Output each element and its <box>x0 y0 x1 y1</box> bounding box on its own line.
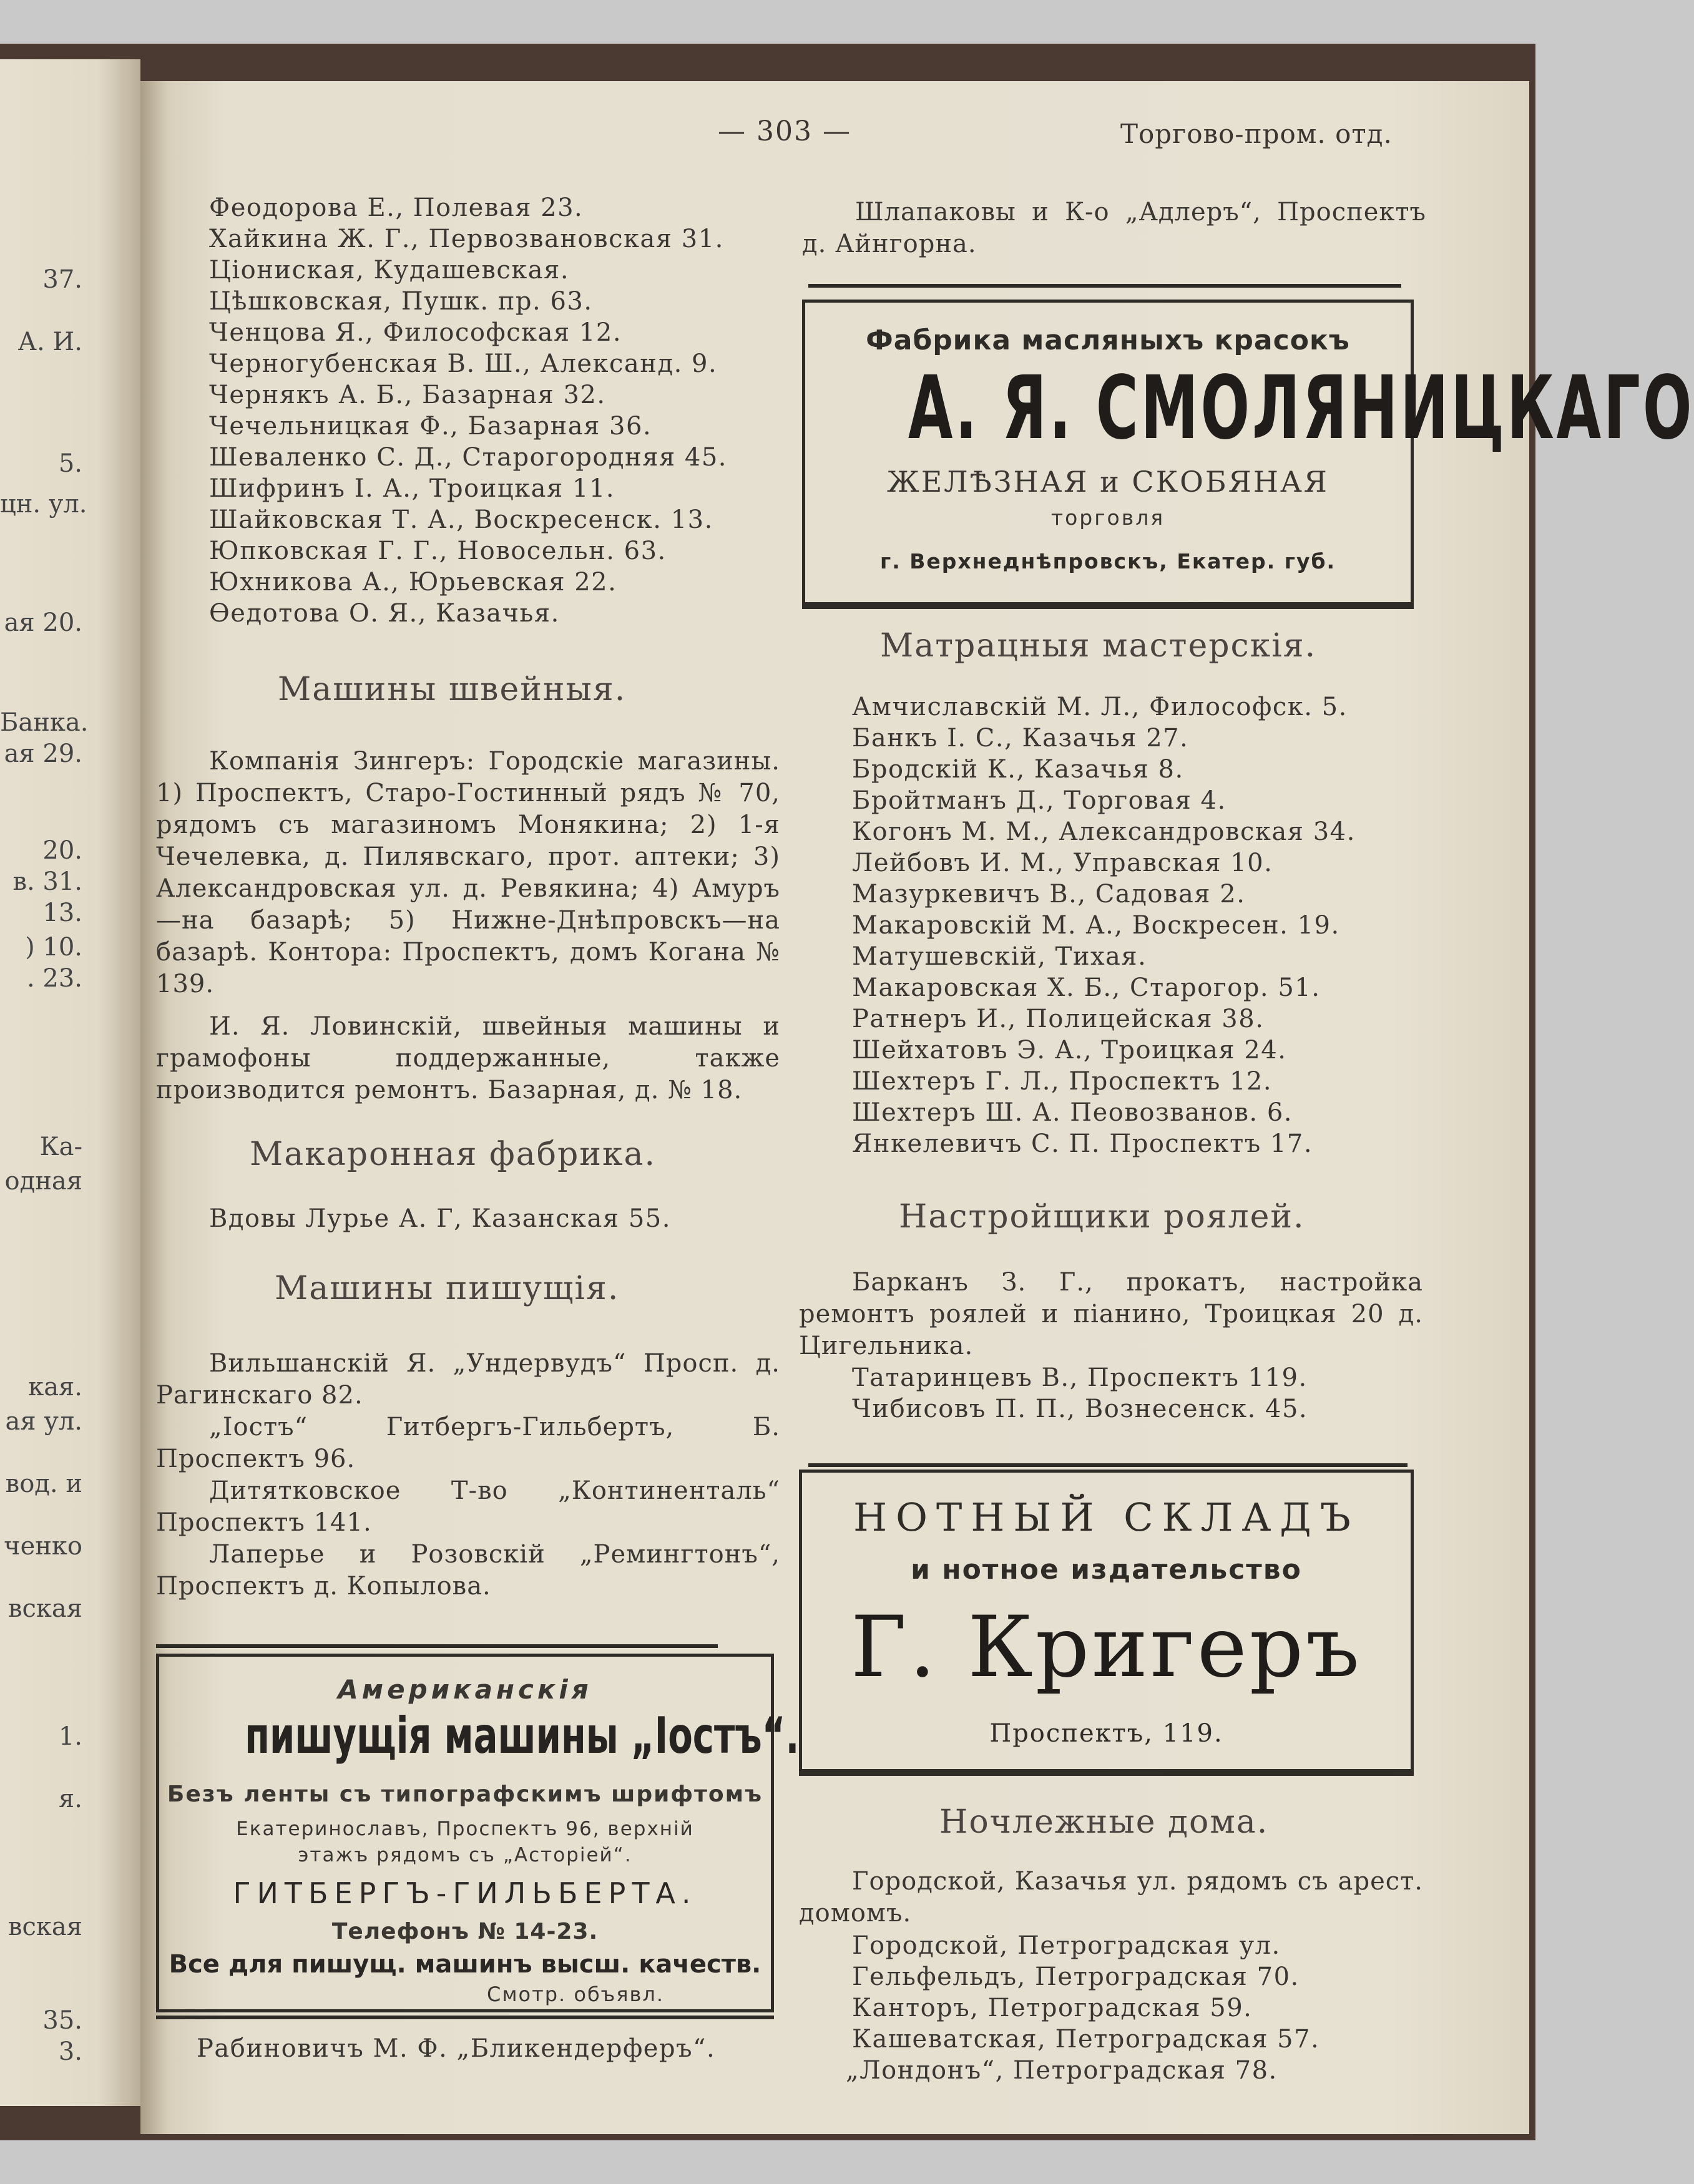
list-item: Ченцова Я., Философская 12. <box>209 318 622 347</box>
page-number: — 303 — <box>718 115 851 147</box>
list-item: Юпковская Г. Г., Новосельн. 63. <box>209 537 667 565</box>
left-fragment: Банка. <box>0 708 89 737</box>
left-fragment: . 23. <box>26 964 82 993</box>
ad-line: Фабрика масляныхъ красокъ <box>866 324 1350 356</box>
ad-line: этажъ рядомъ съ „Асторіей“. <box>298 1844 632 1866</box>
list-item: Вдовы Лурье А. Г, Казанская 55. <box>209 1204 671 1233</box>
list-item: Городской, Петроградская ул. <box>852 1931 1281 1960</box>
left-fragment: 5. <box>58 449 82 478</box>
ad-iost <box>156 1654 800 2012</box>
list-item: Шейхатовъ Э. А., Троицкая 24. <box>852 1036 1287 1065</box>
left-fragment: 13. <box>42 899 82 927</box>
ad-line: и нотное издательство <box>911 1554 1302 1586</box>
left-fragment: я. <box>59 1785 82 1813</box>
section-heading: Машины швейныя. <box>278 671 627 708</box>
list-item: Макаровскій М. А., Воскресен. 19. <box>852 911 1340 940</box>
section-heading: Настройщики роялей. <box>899 1198 1305 1236</box>
left-fragment: вская <box>7 1913 82 1941</box>
list-item: Шифринъ І. А., Троицкая 11. <box>209 474 615 503</box>
left-fragment: ченко <box>4 1532 82 1561</box>
left-fragment: 37. <box>42 265 82 294</box>
section-heading: Машины пишущія. <box>275 1270 620 1307</box>
list-item: Шеваленко С. Д., Старогородняя 45. <box>209 443 728 472</box>
list-item: Гельфельдъ, Петроградская 70. <box>852 1962 1300 1991</box>
left-fragment: цн. ул. <box>0 490 87 519</box>
list-item: „Іостъ“ Гитбергъ-Гильбертъ, Б. Проспектъ 96. <box>156 1413 780 1473</box>
list-item: Ратнеръ И., Полицейская 38. <box>852 1005 1265 1033</box>
ad-rule <box>156 2016 774 2019</box>
paragraph: Барканъ З. Г., прокатъ, настройка ремонтъ роялей и піанино, Троицкая 20 д. Цигельника. <box>799 1268 1423 1360</box>
ad-line: ГИТБЕРГЪ-ГИЛЬБЕРТА. <box>233 1876 697 1910</box>
left-fragment: одная <box>4 1167 82 1196</box>
list-item: Лаперье и Розовскій „Ремингтонъ“, Проспектъ д. Копылова. <box>156 1540 780 1601</box>
section-title: Торгово-пром. отд. <box>1120 119 1393 149</box>
left-fragment: Ка- <box>39 1133 82 1161</box>
list-item: Шайковская Т. А., Воскресенск. 13. <box>209 505 713 534</box>
left-fragment: ая 20. <box>4 608 82 637</box>
list-item: Чернякъ А. Б., Базарная 32. <box>209 381 606 409</box>
section-heading: Ночлежные дома. <box>939 1803 1269 1841</box>
left-fragment: 3. <box>58 2037 82 2066</box>
ad-line: Безъ ленты съ типографскимъ шрифтомъ <box>167 1782 763 1807</box>
list-item: Цѣшковская, Пушк. пр. 63. <box>209 287 593 316</box>
left-fragment: ая ул. <box>5 1407 82 1436</box>
section-heading: Макаронная фабрика. <box>250 1136 656 1173</box>
list-item: Шехтеръ Ш. А. Пеовозванов. 6. <box>852 1098 1293 1127</box>
list-item: Лейбовъ И. М., Управская 10. <box>852 849 1273 877</box>
ad-line: Смотр. объявл. <box>487 1982 665 2006</box>
left-fragment: в. 31. <box>12 867 82 896</box>
list-item: Янкелевичъ С. П. Проспектъ 17. <box>852 1129 1313 1158</box>
list-item: Дитятковское Т-во „Континенталь“ Проспектъ 141. <box>156 1476 780 1537</box>
ad-line: Все для пишущ. машинъ высш. качеств. <box>169 1950 761 1979</box>
list-item: Черногубенская В. Ш., Александ. 9. <box>209 349 718 378</box>
list-item: Кашеватская, Петроградская 57. <box>852 2025 1320 2054</box>
list-item: Хайкина Ж. Г., Первозвановская 31. <box>209 225 724 253</box>
list-item: Шлапаковы и К-о „Адлеръ“, Проспектъ д. Айнгорна. <box>802 198 1426 258</box>
ad-line: Телефонъ № 14-23. <box>331 1919 599 1944</box>
list-item: Татаринцевъ В., Проспектъ 119. <box>852 1363 1308 1392</box>
ad-line: А. Я. СМОЛЯНИЦКАГО <box>908 358 1694 459</box>
ad-line: Екатеринославъ, Проспектъ 96, верхній <box>236 1818 694 1840</box>
left-fragment: ) 10. <box>25 933 82 962</box>
list-item: Ѳедотова О. Я., Казачья. <box>209 599 560 628</box>
ad-line: г. Верхнеднѣпровскъ, Екатер. губ. <box>879 549 1336 573</box>
list-item: Бройтманъ Д., Торговая 4. <box>852 786 1226 815</box>
list-item: Юхникова А., Юрьевская 22. <box>209 568 617 597</box>
paragraph: Компанія Зингеръ: Городскіе магазины. 1) Проспектъ, Старо-Гостинный рядъ № 70, рядомъ съ магазиномъ Монякина; 2) 1-я Чечелевка, д. Пилявскаго, прот. аптеки; 3) Александровская ул. д. Ревякина; 4) Амуръ—на базарѣ; 5) Нижне-Днѣпровскъ—на базарѣ. Контора: Проспектъ, домъ Когана № 139. <box>156 747 780 998</box>
ad-rule <box>799 1772 1414 1776</box>
list-item: Когонъ М. М., Александровская 34. <box>852 817 1356 846</box>
left-fragment: вская <box>7 1594 82 1623</box>
left-fragment: вод. и <box>5 1470 82 1498</box>
left-fragment: кая. <box>28 1373 82 1402</box>
left-fragment: 20. <box>42 836 82 865</box>
ad-line: НОТНЫЙ СКЛАДЪ <box>853 1494 1359 1540</box>
list-item: Амчиславскій М. Л., Философск. 5. <box>852 693 1348 721</box>
list-item: Банкъ І. С., Казачья 27. <box>852 724 1189 753</box>
ad-kriger <box>799 1470 1414 1772</box>
ad-line: ЖЕЛѢЗНАЯ и СКОБЯНАЯ <box>887 465 1329 499</box>
list-item: Феодорова Е., Полевая 23. <box>209 193 584 222</box>
ad-line: торговля <box>1050 505 1165 530</box>
list-item: Канторъ, Петроградская 59. <box>852 1994 1253 2022</box>
left-fragment: 1. <box>58 1722 82 1751</box>
left-page-edge <box>0 59 140 2106</box>
left-fragment: 35. <box>42 2006 82 2035</box>
list-item: Чибисовъ П. П., Вознесенск. 45. <box>852 1395 1308 1423</box>
list-item: Рабиновичъ М. Ф. „Бликендерферъ“. <box>197 2034 716 2063</box>
list-item: Шехтеръ Г. Л., Проспектъ 12. <box>852 1067 1273 1096</box>
ad-smolyanitsky <box>802 300 1694 605</box>
list-item: Матушевскій, Тихая. <box>852 942 1147 971</box>
list-item: Городской, Казачья ул. рядомъ съ арест. домомъ. <box>799 1867 1423 1928</box>
document-page <box>140 81 1694 2134</box>
ad-rule <box>808 1463 1408 1467</box>
list-item: Чечельницкая Ф., Базарная 36. <box>209 412 652 441</box>
ad-line: Проспектъ, 119. <box>989 1719 1223 1748</box>
list-item: „Лондонъ“, Петроградская 78. <box>846 2056 1278 2085</box>
paragraph: И. Я. Ловинскій, швейныя машины и грамофоны поддержанные, также производится ремонтъ. Базарная, д. № 18. <box>156 1012 780 1104</box>
ad-line: Американскія <box>338 1674 592 1705</box>
ad-line: пишущія машины „Іостъ“. <box>245 1707 800 1765</box>
left-fragment: А. И. <box>17 328 82 356</box>
list-item: Макаровская Х. Б., Старогор. 51. <box>852 973 1321 1002</box>
list-item: Мазуркевичъ В., Садовая 2. <box>852 880 1246 909</box>
section-heading: Матрацныя мастерскія. <box>880 627 1317 665</box>
list-item: Ціониская, Кудашевская. <box>209 256 570 285</box>
ad-rule <box>808 284 1401 288</box>
list-item: Вильшанскій Я. „Ундервудъ“ Просп. д. Рагинскаго 82. <box>156 1349 780 1410</box>
list-item: Бродскій К., Казачья 8. <box>852 755 1184 784</box>
ad-rule <box>802 605 1414 609</box>
ad-line: Г. Кригеръ <box>850 1598 1363 1696</box>
ad-rule <box>156 1644 718 1648</box>
left-fragment: ая 29. <box>4 739 82 768</box>
